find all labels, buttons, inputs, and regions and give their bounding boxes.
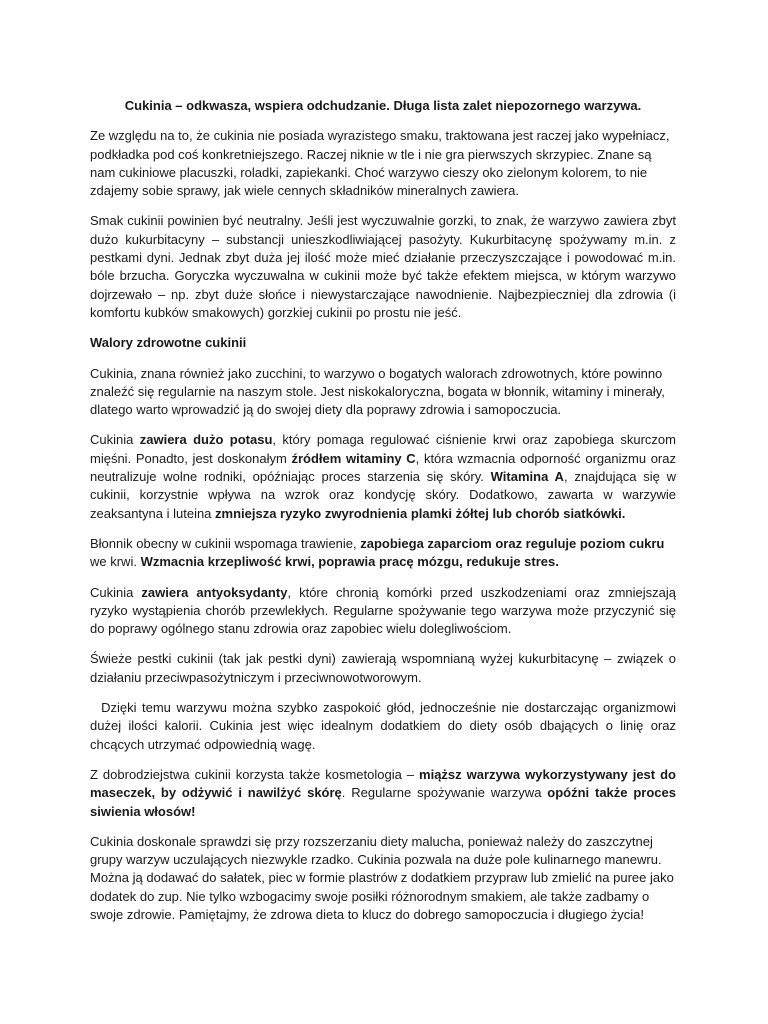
text-run: , które chronią komórki przed uszkodzeniami oraz zmniejszają ryzyko wystąpienia chorób przewlekłych. Regularne spożywanie tego warzywa może przyczynić się do poprawy ogólnego stanu zdrowia oraz zapobiec wielu dolegliwościom. <box>90 584 677 637</box>
paragraph-cosmetology <box>90 766 676 821</box>
bold-run: zmniejsza ryzyko zwyrodnienia plamki żółtej lub chorób siatkówki. <box>215 505 626 521</box>
bold-run: Wzmacnia krzepliwość krwi, poprawia pracę mózgu, redukuje stres. <box>140 554 559 570</box>
bold-run: miąższ warzywa wykorzystywany jest do maseczek, by odżywić i nawilżyć skórę <box>90 766 676 801</box>
text-run: Cukinia <box>90 584 142 600</box>
paragraph-children: Cukinia doskonale sprawdzi się przy rozszerzaniu diety malucha, ponieważ należy do zaszczytnej grupy warzyw uczulających niezwykle rzadko. Cukinia pozwala na duże pole kulinarnego manewru. Można ją dodawać do sałatek, piec w formie plastrów z dodatkiem przypraw lub zmielić na puree jako dodatek do zup. Nie tylko wzbogacimy swoje posiłki różnorodnym smakiem, ale także zadbamy o swoje zdrowie. Pamiętajmy, że zdrowa dieta to klucz do dobrego samopoczucia i długiego życia! <box>90 833 674 922</box>
text-run: , znajdująca się w cukinii, korzystnie wpływa na wzrok oraz kondycję skóry. Dodatkowo, zawarta w warzywie zeaksantyna i luteina <box>90 469 676 521</box>
text-run: Błonnik obecny w cukinii wspomaga trawienie, <box>90 535 361 551</box>
paragraph-fiber <box>90 535 676 572</box>
text-run: , która wzmacnia odporność organizmu oraz neutralizuje wolne rodniki, opóźniając proces starzenia się skóry. <box>90 450 676 485</box>
document-title: Cukinia – odkwasza, wspiera odchudzanie. Długa lista zalet niepozornego warzywa. <box>124 98 642 113</box>
paragraph-seeds: Świeże pestki cukinii (tak jak pestki dyni) zawierają wspomnianą wyżej kukurbitacynę – związek o działaniu przeciwpasożytniczym i przeciwnowotworowym. <box>90 651 676 685</box>
bold-run: zawiera dużo potasu <box>139 432 273 448</box>
document-page <box>90 97 676 936</box>
text-run: , który pomaga regulować ciśnienie krwi oraz zapobiega skurczom mięśni. Ponadto, jest doskonałym <box>90 432 676 466</box>
bold-run: zawiera antyoksydanty <box>141 584 288 600</box>
bold-run: Witamina A <box>490 469 564 485</box>
text-run: Z dobrodziejstwa cukinii korzysta także kosmetologia – <box>90 766 420 782</box>
section-heading: Walory zdrowotne cukinii <box>90 335 247 351</box>
paragraph-intro: Ze względu na to, że cukinia nie posiada wyrazistego smaku, traktowana jest raczej jako wypełniacz, podkładka pod coś konkretniejszego. Raczej niknie w tle i nie gra pierwszych skrzypiec. Znane są nam cukiniowe placuszki, roladki, zapiekanki. Choć warzywo cieszy oko zielonym kolorem, to nie zdajemy sobie sprawy, jak wiele cennych składników mineralnych zawiera. <box>90 128 670 199</box>
text-run: Dzięki temu warzywu można szybko zaspokoić głód, jednocześnie nie dostarczając organizmowi dużej ilości kalorii. Cukinia jest więc idealnym dodatkiem do diety osób dbających o linię oraz chcących utrzymać odpowiednią wagę. <box>90 700 676 752</box>
bold-run: zapobiega zaparciom oraz reguluje poziom cukru <box>360 535 665 551</box>
bold-run: opóźni także proces siwienia włosów! <box>90 785 676 819</box>
paragraph-overview: Cukinia, znana również jako zucchini, to warzywo o bogatych walorach zdrowotnych, które powinno znaleźć się regularnie na naszym stole. Jest niskokaloryczna, bogata w błonnik, witaminy i minerały, dlatego warto wprowadzić ją do swojej diety dla poprawy zdrowia i samopoczucia. <box>90 365 665 418</box>
text-run: Cukinia <box>90 432 140 448</box>
text-run: we krwi. <box>90 554 141 570</box>
paragraph-taste: Smak cukinii powinien być neutralny. Jeśli jest wyczuwalnie gorzki, to znak, że warzywo zawiera zbyt dużo kukurbitacyny – substancji unieszkodliwiającej pasożyty. Kukurbitacynę spożywamy m.in. z pestkami dyni. Jednak zbyt duża jej ilość może mieć działanie przeczyszczające i powodować m.in. bóle brzucha. Goryczka wyczuwalna w cukinii może być także efektem miejsca, w którym warzywo dojrzewało – np. zbyt duże słońce i niewystarczające nawodnienie. Najbezpieczniej dla zdrowia (i komfortu kubków smakowych) gorzkiej cukinii po prostu nie jeść. <box>90 213 676 320</box>
bold-run: źródłem witaminy C <box>291 450 416 466</box>
paragraph-antioxidants <box>90 584 676 639</box>
text-run: . Regularne spożywanie warzywa <box>341 785 548 801</box>
paragraph-calories <box>90 699 676 754</box>
paragraph-vitamins <box>90 431 676 522</box>
